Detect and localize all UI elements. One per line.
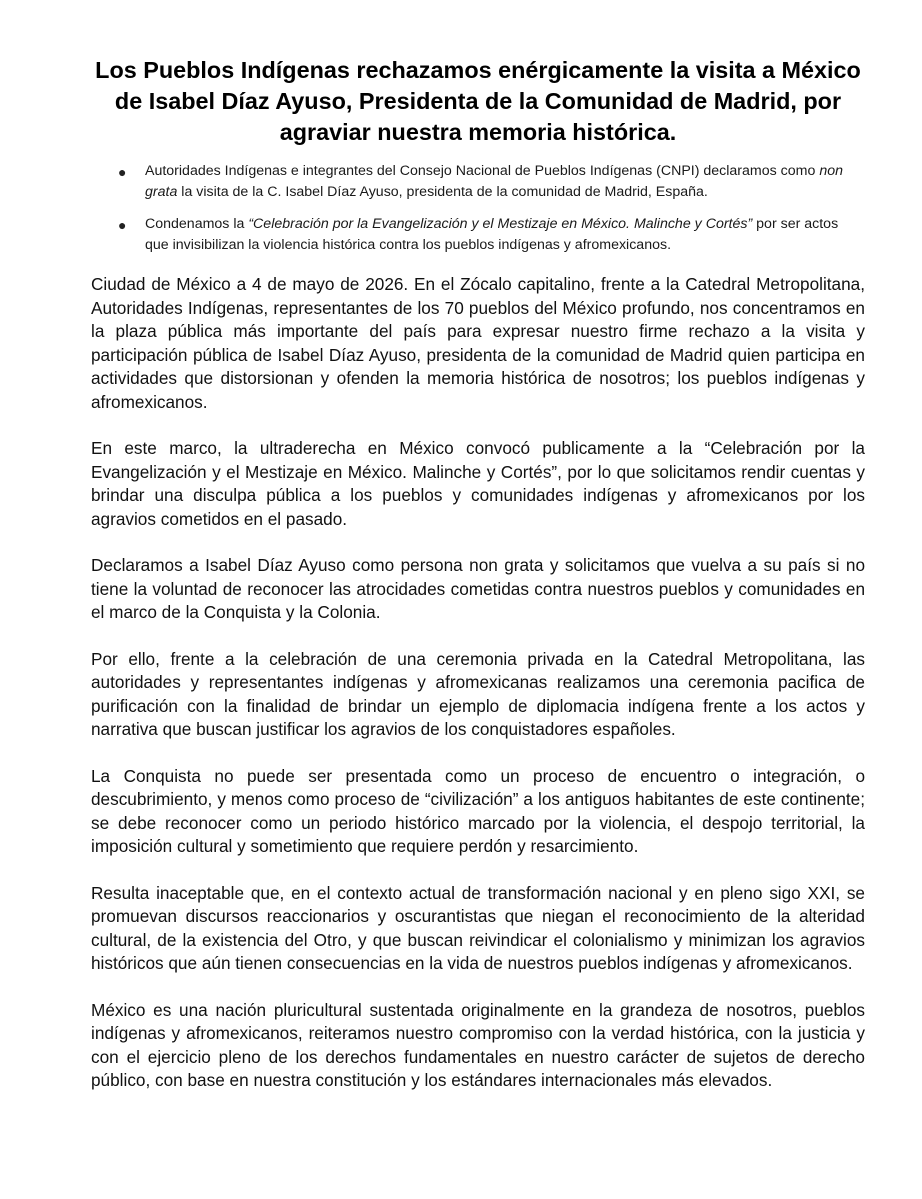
body-paragraph: Declaramos a Isabel Díaz Ayuso como persona non grata y solicitamos que vuelva a su país si no tiene la voluntad de reconocer las atrocidades cometidas contra nuestros pueblos y comunidades en el marco de la Conquista y la Colonia.	[91, 555, 865, 622]
bullet-text: la visita de la C. Isabel Díaz Ayuso, presidenta de la comunidad de Madrid, España.	[177, 184, 708, 200]
bullet-text: Autoridades Indígenas e integrantes del Consejo Nacional de Pueblos Indígenas (CNPI) declaramos como	[145, 163, 820, 179]
bullet-emphasis: “Celebración por la Evangelización y el Mestizaje en México. Malinche y Cortés”	[248, 216, 753, 232]
bullet-emphasis: non grata	[145, 163, 843, 200]
summary-bullet-item	[118, 161, 865, 203]
body-paragraph: La Conquista no puede ser presentada como un proceso de encuentro o integración, o descubrimiento, y menos como proceso de “civilización” a los antiguos habitantes de este continente; se debe reconocer como un periodo histórico marcado por la violencia, el despojo territorial, la imposición cultural y sometimiento que requiere perdón y resarcimiento.	[91, 765, 865, 856]
body-paragraph: México es una nación pluricultural sustentada originalmente en la grandeza de nosotros, pueblos indígenas y afromexicanos, reiteramos nuestro compromiso con la verdad histórica, con la justicia y con el ejercicio pleno de los derechos fundamentales en nuestro carácter de sujetos de derecho público, con base en nuestra constitución y los estándares internacionales más elevados.	[91, 999, 865, 1090]
body-paragraph: Ciudad de México a 4 de mayo de 2026. En el Zócalo capitalino, frente a la Catedral Metropolitana, Autoridades Indígenas, representantes de los 70 pueblos del México profundo, nos concentramos en la plaza pública más importante del país para expresar nuestro firme rechazo a la visita y participación pública de Isabel Díaz Ayuso, presidenta de la comunidad de Madrid quien participa en actividades que distorsionan y ofenden la memoria histórica de nosotros; los pueblos indígenas y afromexicanos.	[91, 274, 865, 412]
summary-bullet-list	[91, 161, 865, 256]
document-body	[91, 273, 865, 1093]
body-paragraph: Resulta inaceptable que, en el contexto actual de transformación nacional y en pleno sigo XXI, se promuevan discursos reaccionarios y oscurantistas que niegan el reconocimiento de la alteridad cultural, de la existencia del Otro, y que buscan reivindicar el colonialismo y minimizan los agravios históricos que aún tienen consecuencias en la vida de nuestros pueblos indígenas y afromexicanos.	[91, 882, 865, 973]
document-page	[91, 55, 865, 1116]
bullet-dot-icon: ●	[118, 217, 127, 233]
body-paragraph: Por ello, frente a la celebración de una ceremonia privada en la Catedral Metropolitana, las autoridades y representantes indígenas y afromexicanas realizamos una ceremonia pacifica de purificación con la finalidad de brindar un ejemplo de diplomacia indígena frente a los actos y narrativa que buscan justificar los agravios de los conquistadores españoles.	[91, 648, 865, 739]
body-paragraph: En este marco, la ultraderecha en México convocó publicamente a la “Celebración por la Evangelización y el Mestizaje en México. Malinche y Cortés”, por lo que solicitamos rendir cuentas y brindar una disculpa pública a los pueblos y comunidades indígenas y afromexicanos por los agravios cometidos en el pasado.	[91, 438, 865, 529]
document-title: Los Pueblos Indígenas rechazamos enérgicamente la visita a México de Isabel Díaz Ayuso, Presidenta de la Comunidad de Madrid, por agraviar nuestra memoria histórica.	[95, 57, 861, 145]
bullet-dot-icon: ●	[118, 164, 127, 180]
bullet-text: Condenamos la	[145, 216, 249, 232]
bullet-text: por ser actos que invisibilizan la violencia histórica contra los pueblos indígenas y afromexicanos.	[145, 216, 839, 253]
summary-bullet-item	[118, 214, 865, 256]
